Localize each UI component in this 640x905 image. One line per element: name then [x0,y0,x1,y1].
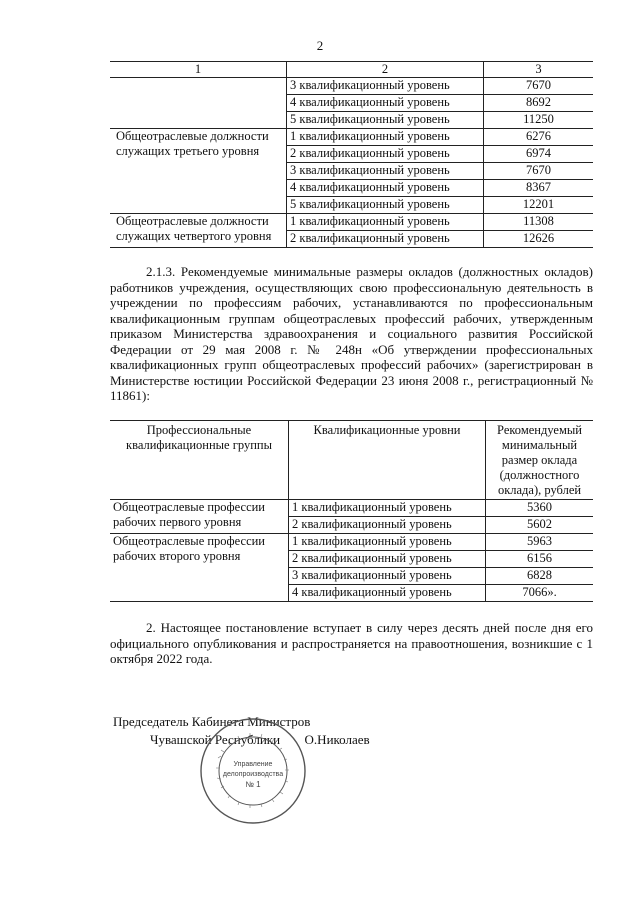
table-row [110,214,593,231]
group-cell: Общеотраслевые профессии рабочих первого уровня [110,500,289,534]
value-cell: 6828 [486,568,594,585]
level-cell: 4 квалификационный уровень [287,95,484,112]
value-cell: 6974 [484,146,594,163]
level-cell: 2 квалификационный уровень [287,231,484,248]
table-header-row [110,421,593,500]
level-cell: 5 квалификационный уровень [287,197,484,214]
stamp-line-1: Управление [233,761,273,768]
level-cell: 2 квалификационный уровень [289,517,486,534]
level-cell: 2 квалификационный уровень [287,146,484,163]
value-cell: 11308 [484,214,594,231]
column-header-groups: Профессиональные квалификационные группы [110,421,289,500]
level-cell: 4 квалификационный уровень [287,180,484,197]
level-cell: 3 квалификационный уровень [287,78,484,95]
stamp-line-2: делопроизводства [222,771,284,778]
table-row [110,500,593,517]
page-number: 2 [316,38,324,53]
paragraph-2-1-3: 2.1.3. Рекомендуемые минимальные размеры окладов (должностных окладов) работников учреждения, осуществляющих свою профессиональную деятельность в учреждении по профессиям рабочих, устанавливаются по профессиональным квалификационным группам общеотраслевых профессий рабочих, утвержденным приказом Министерства здравоохранения и социального развития Российской Федерации от 29 мая 2008 г. № 248н «Об утверждении профессиональных квалификационных групп общеотраслевых профессий рабочих» (зарегистрирован в Министерстве юстиции Российской Федерации 23 июня 2008 г., регистрационный № 11861): [110,264,593,403]
value-cell: 7066». [486,585,594,602]
column-header-3: 3 [484,62,594,78]
table-row [110,534,593,551]
value-cell: 6156 [486,551,594,568]
value-cell: 8367 [484,180,594,197]
value-cell: 11250 [484,112,594,129]
signatory-title: Председатель Кабинета Министров [113,714,311,729]
value-cell: 8692 [484,95,594,112]
value-cell: 6276 [484,129,594,146]
official-stamp [198,716,308,826]
table-row [110,129,593,146]
table-row [110,78,593,95]
signatory-name: О.Николаев [304,732,370,747]
paragraph-2: 2. Настоящее постановление вступает в силу через десять дней после дня его официального опубликования и распространяется на правоотношения, возникшие с 1 октября 2022 года. [110,620,593,666]
level-cell: 4 квалификационный уровень [289,585,486,602]
stamp-line-3: № 1 [245,780,261,789]
signatory-republic: Чувашской Республики [150,732,281,747]
value-cell: 12626 [484,231,594,248]
value-cell: 5360 [486,500,594,517]
column-header-salary: Рекомендуемый минимальный размер оклада (должностного оклада), рублей [486,421,594,500]
column-header-2: 2 [287,62,484,78]
column-header-levels: Квалификационные уровни [289,421,486,500]
value-cell: 5963 [486,534,594,551]
level-cell: 3 квалификационный уровень [287,163,484,180]
level-cell: 1 квалификационный уровень [287,129,484,146]
level-cell: 3 квалификационный уровень [289,568,486,585]
column-header-1: 1 [110,62,287,78]
value-cell: 7670 [484,78,594,95]
level-cell: 1 квалификационный уровень [287,214,484,231]
group-cell: Общеотраслевые профессии рабочих второго уровня [110,534,289,602]
salary-table-employees [110,61,593,248]
group-cell: Общеотраслевые должности служащих четвертого уровня [110,214,287,248]
value-cell: 12201 [484,197,594,214]
value-cell: 5602 [486,517,594,534]
level-cell: 2 квалификационный уровень [289,551,486,568]
level-cell: 5 квалификационный уровень [287,112,484,129]
group-cell: Общеотраслевые должности служащих третьего уровня [110,129,287,214]
group-cell [110,78,287,129]
salary-table-workers [110,420,593,602]
level-cell: 1 квалификационный уровень [289,500,486,517]
table-header-row [110,62,593,78]
level-cell: 1 квалификационный уровень [289,534,486,551]
value-cell: 7670 [484,163,594,180]
